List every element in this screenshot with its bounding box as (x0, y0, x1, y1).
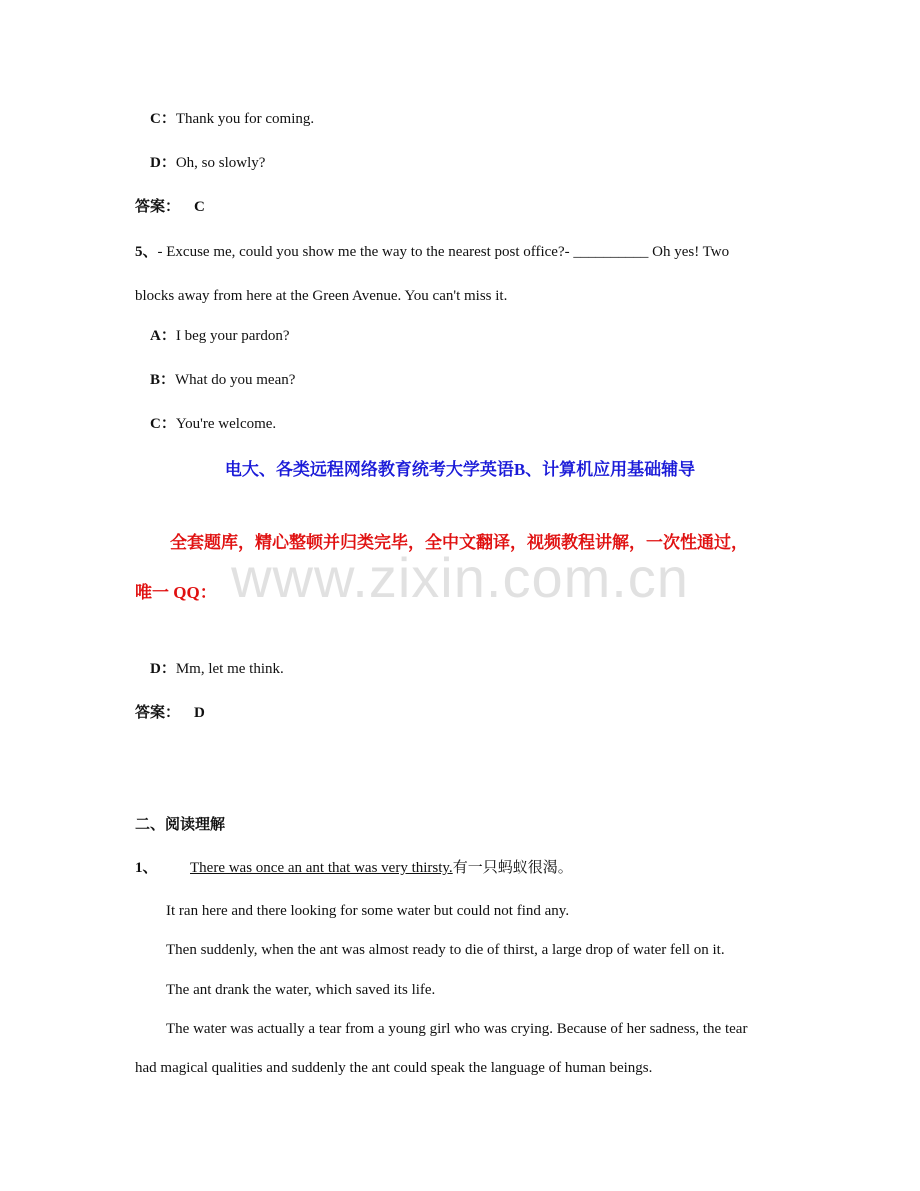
option-letter: D： (150, 155, 176, 171)
passage-line: had magical qualities and suddenly the ant could speak the language of human beings. (135, 1060, 653, 1076)
passage-line: The water was actually a tear from a young girl who was crying. Because of her sadness, the tear (166, 1021, 748, 1037)
q5-stem (135, 242, 729, 262)
q5-option-a (150, 326, 290, 346)
option-text: You're welcome. (175, 416, 277, 432)
option-text: Thank you for coming. (175, 111, 315, 127)
watermark: www.zixin.com.cn (231, 546, 689, 609)
q4-option-c (150, 109, 314, 129)
reading-item-1 (135, 858, 573, 878)
option-text: Oh, so slowly? (175, 155, 266, 171)
option-letter: A： (150, 328, 176, 344)
answer-value: C (194, 199, 205, 215)
option-letter: B： (150, 372, 176, 388)
question-number: 5、 (135, 244, 158, 260)
option-text: Mm, let me think. (175, 661, 284, 677)
option-letter: C： (150, 416, 176, 432)
passage-line: It ran here and there looking for some water but could not find any. (166, 903, 570, 919)
ad-promo-line1: 全套题库，精心整顿并归类完毕，全中文翻译，视频教程讲解，一次性通过， (170, 533, 748, 552)
section-heading: 二、阅读理解 (135, 817, 226, 833)
option-letter: D： (150, 661, 176, 677)
q5-stem-continued: blocks away from here at the Green Avenue. You can't miss it. (135, 288, 508, 304)
item-number: 1、 (135, 860, 158, 876)
q5-answer (135, 703, 205, 723)
option-letter: C： (150, 111, 176, 127)
ad-promo-line2: 唯一 QQ： (135, 583, 217, 602)
option-text: I beg your pardon? (175, 328, 290, 344)
first-sentence-en: There was once an ant that was very thirsty. (190, 860, 453, 876)
answer-label: 答案： (135, 705, 181, 721)
q5-option-d (150, 659, 284, 679)
q5-option-c (150, 414, 276, 434)
answer-value: D (194, 705, 205, 721)
q4-answer (135, 197, 205, 217)
option-text: What do you mean? (175, 372, 296, 388)
ad-banner: 电大、各类远程网络教育统考大学英语B、计算机应用基础辅导 (224, 460, 696, 479)
question-stem-line1: - Excuse me, could you show me the way to the nearest post office?- __________ Oh yes! Two (157, 244, 730, 260)
first-sentence-zh: 有一只蚂蚁很渴。 (452, 860, 573, 876)
q5-option-b (150, 370, 295, 390)
q4-option-d (150, 153, 265, 173)
answer-label: 答案： (135, 199, 181, 215)
passage-line: Then suddenly, when the ant was almost ready to die of thirst, a large drop of water fell on it. (166, 942, 725, 958)
passage-line: The ant drank the water, which saved its life. (166, 982, 436, 998)
